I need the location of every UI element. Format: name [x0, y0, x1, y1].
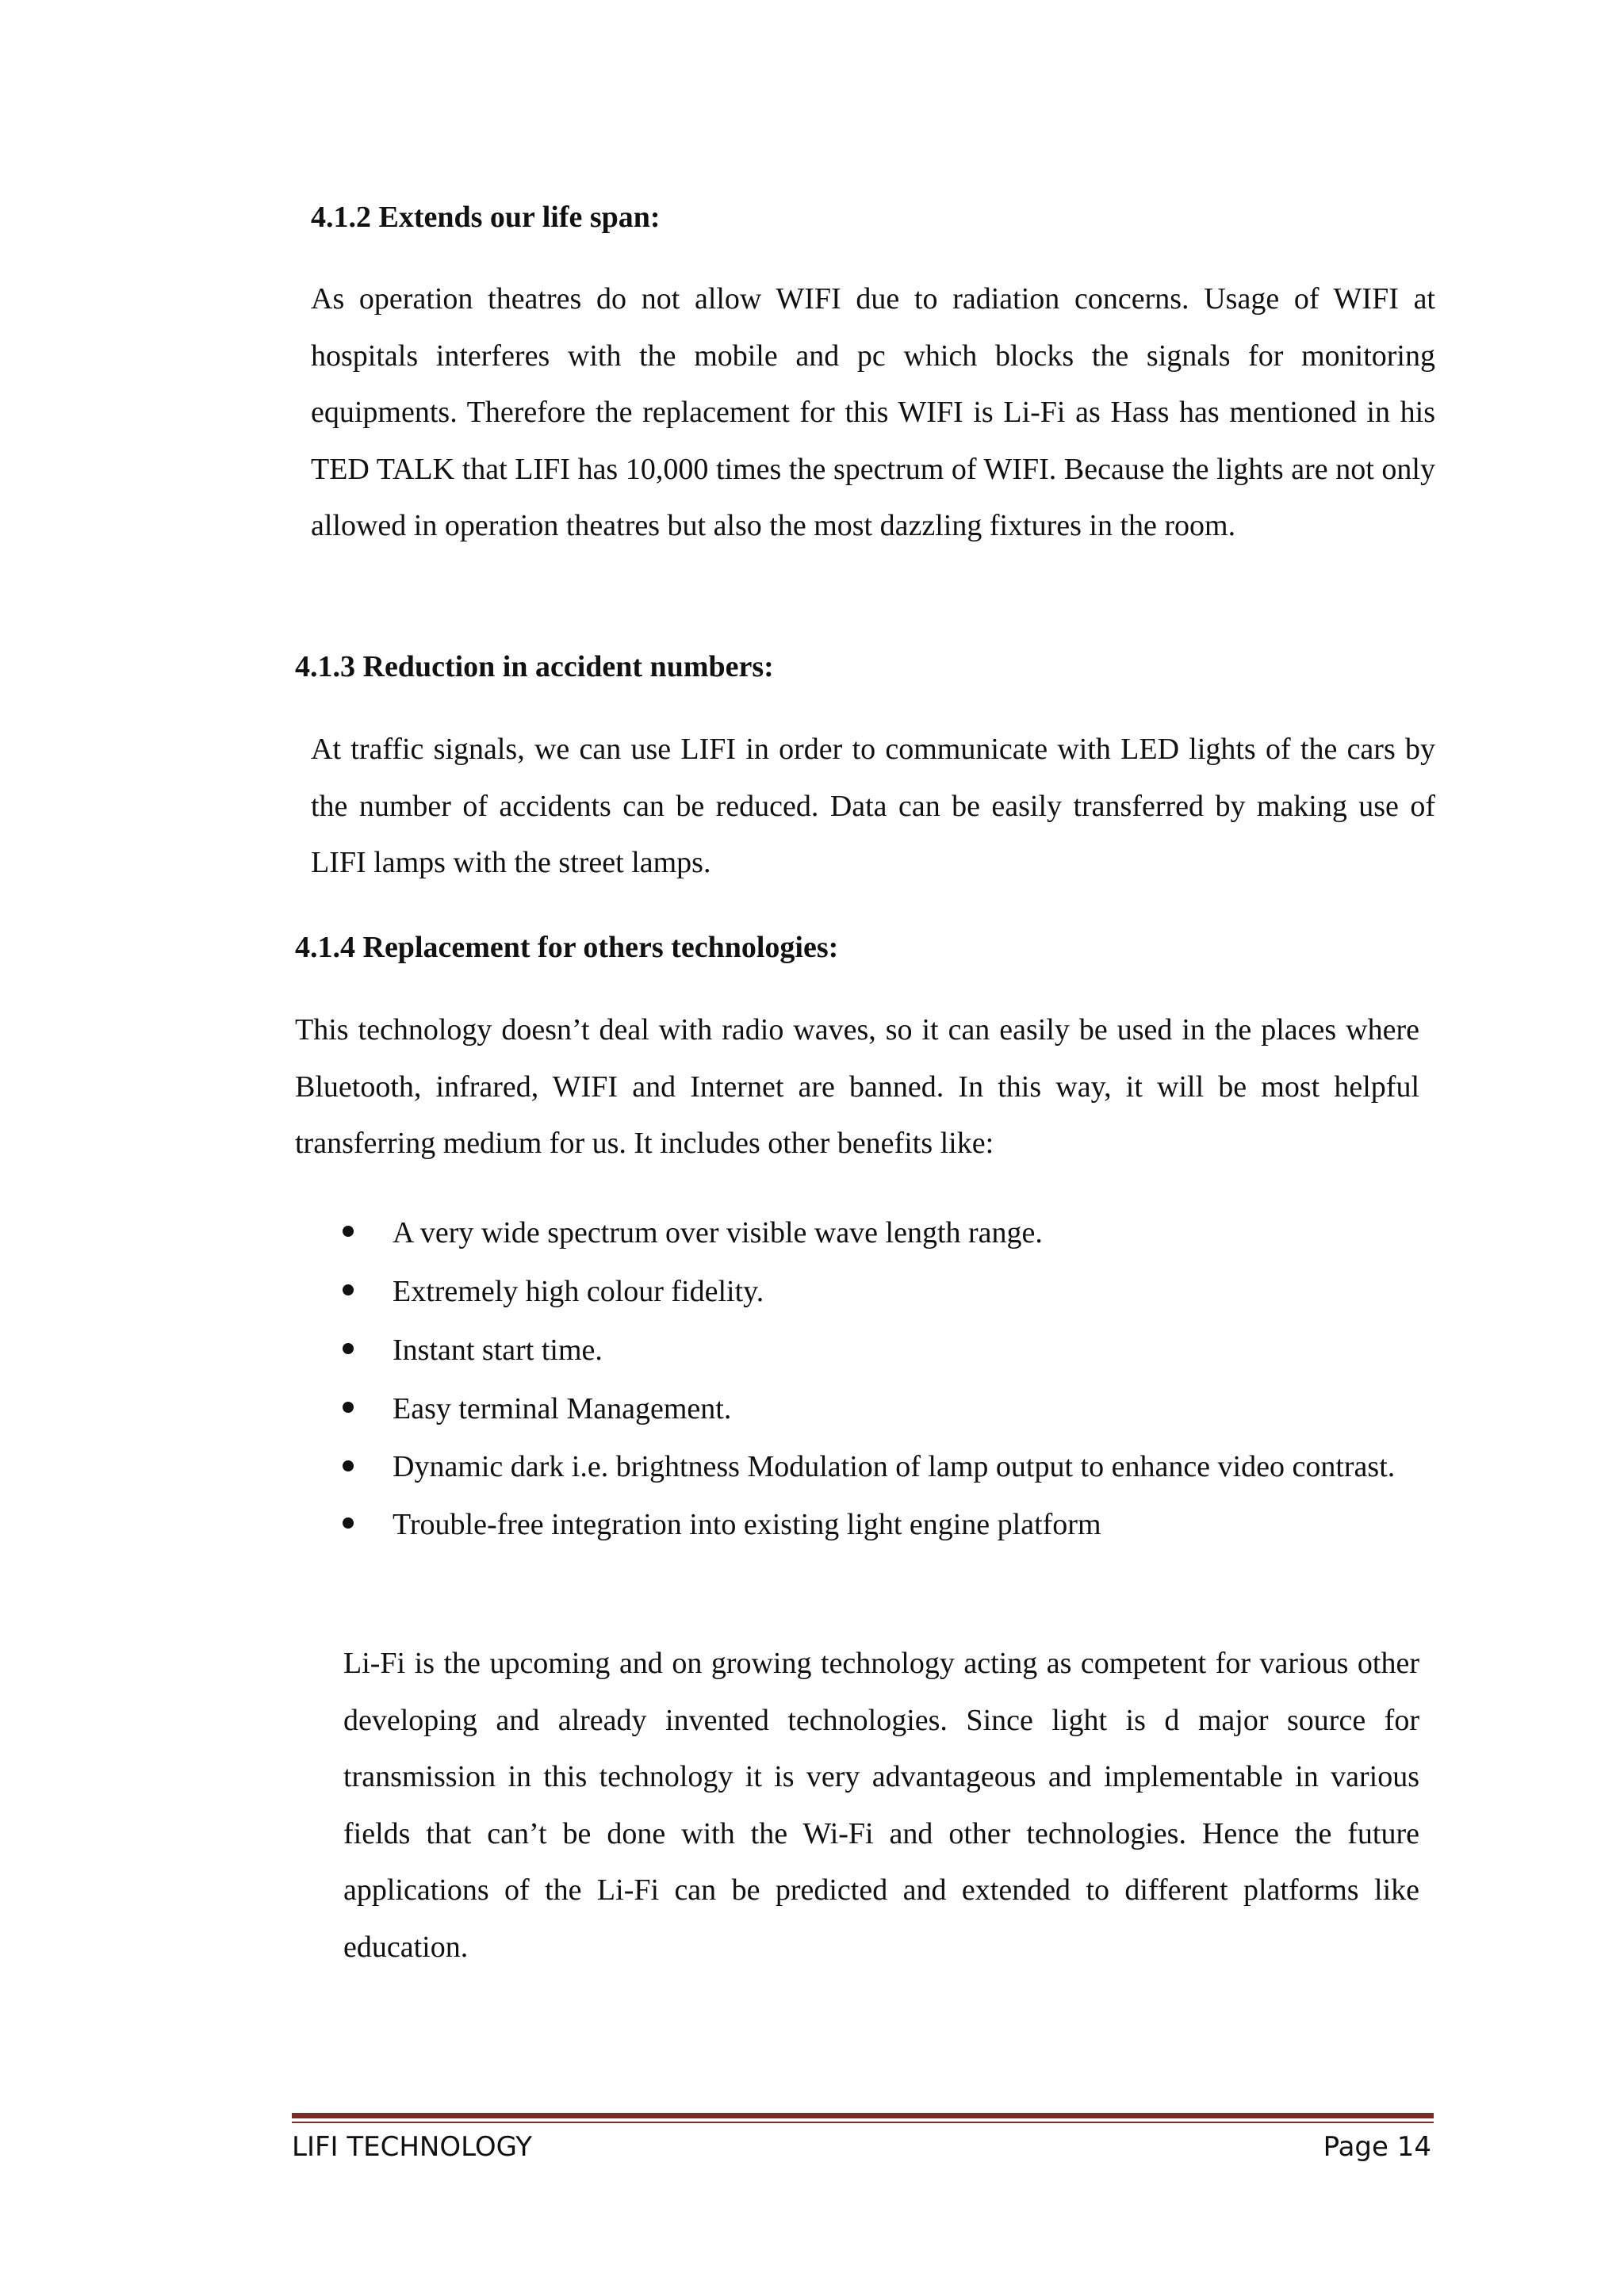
- bullet-icon: [343, 1343, 354, 1354]
- list-item: [341, 1321, 1419, 1380]
- list-item: [341, 1495, 1419, 1554]
- section-paragraph-4-1-4: This technology doesn’t deal with radio waves, so it can easily be used in the places where Bluetooth, infrared, WIFI and Internet are banned. In this way, it will be most helpful transferring medium for us. It includes other benefits like:: [295, 1013, 1419, 1160]
- footer-divider-thin: [292, 2122, 1434, 2123]
- footer-divider: [292, 2113, 1434, 2118]
- bullet-icon: [343, 1460, 354, 1471]
- page-number: Page 14: [1323, 2131, 1431, 2163]
- list-item-text: Dynamic dark i.e. brightness Modulation of lamp output to enhance video contrast.: [393, 1450, 1396, 1483]
- bullet-icon: [343, 1517, 354, 1529]
- list-item-text: Easy terminal Management.: [393, 1392, 732, 1425]
- benefits-list: [341, 1203, 1419, 1554]
- list-item: [341, 1262, 1419, 1321]
- list-item-text: Extremely high colour fidelity.: [393, 1275, 764, 1308]
- list-item-text: A very wide spectrum over visible wave length range.: [393, 1216, 1043, 1249]
- section-heading-4-1-3: 4.1.3 Reduction in accident numbers:: [295, 650, 774, 683]
- list-item: [341, 1438, 1419, 1495]
- list-item-text: Instant start time.: [393, 1334, 603, 1367]
- bullet-icon: [343, 1402, 354, 1413]
- footer-title: LIFI TECHNOLOGY: [292, 2131, 533, 2163]
- closing-paragraph: Li-Fi is the upcoming and on growing technology acting as competent for various other developing and already invented technologies. Since light is d major source for transmission in this technology it is very advantageous and implementable in various fields that can’t be done with the Wi-Fi and other technologies. Hence the future applications of the Li-Fi can be predicted and extended to different platforms like education.: [343, 1647, 1419, 1964]
- list-item-text: Trouble-free integration into existing light engine platform: [393, 1508, 1101, 1541]
- section-heading-4-1-4: 4.1.4 Replacement for others technologies:: [295, 931, 839, 964]
- list-item: [341, 1203, 1419, 1262]
- section-paragraph-4-1-2: As operation theatres do not allow WIFI due to radiation concerns. Usage of WIFI at hospitals interferes with the mobile and pc which blocks the signals for monitoring equipments. Therefore the replacement for this WIFI is Li-Fi as Hass has mentioned in his TED TALK that LIFI has 10,000 times the spectrum of WIFI. Because the lights are not only allowed in operation theatres but also the most dazzling fixtures in the room.: [311, 282, 1435, 542]
- bullet-icon: [343, 1226, 354, 1237]
- bullet-icon: [343, 1284, 354, 1295]
- section-heading-4-1-2: 4.1.2 Extends our life span:: [311, 201, 661, 234]
- list-item: [341, 1380, 1419, 1438]
- section-paragraph-4-1-3: At traffic signals, we can use LIFI in order to communicate with LED lights of the cars by the number of accidents can be reduced. Data can be easily transferred by making use of LIFI lamps with the street lamps.: [311, 733, 1435, 879]
